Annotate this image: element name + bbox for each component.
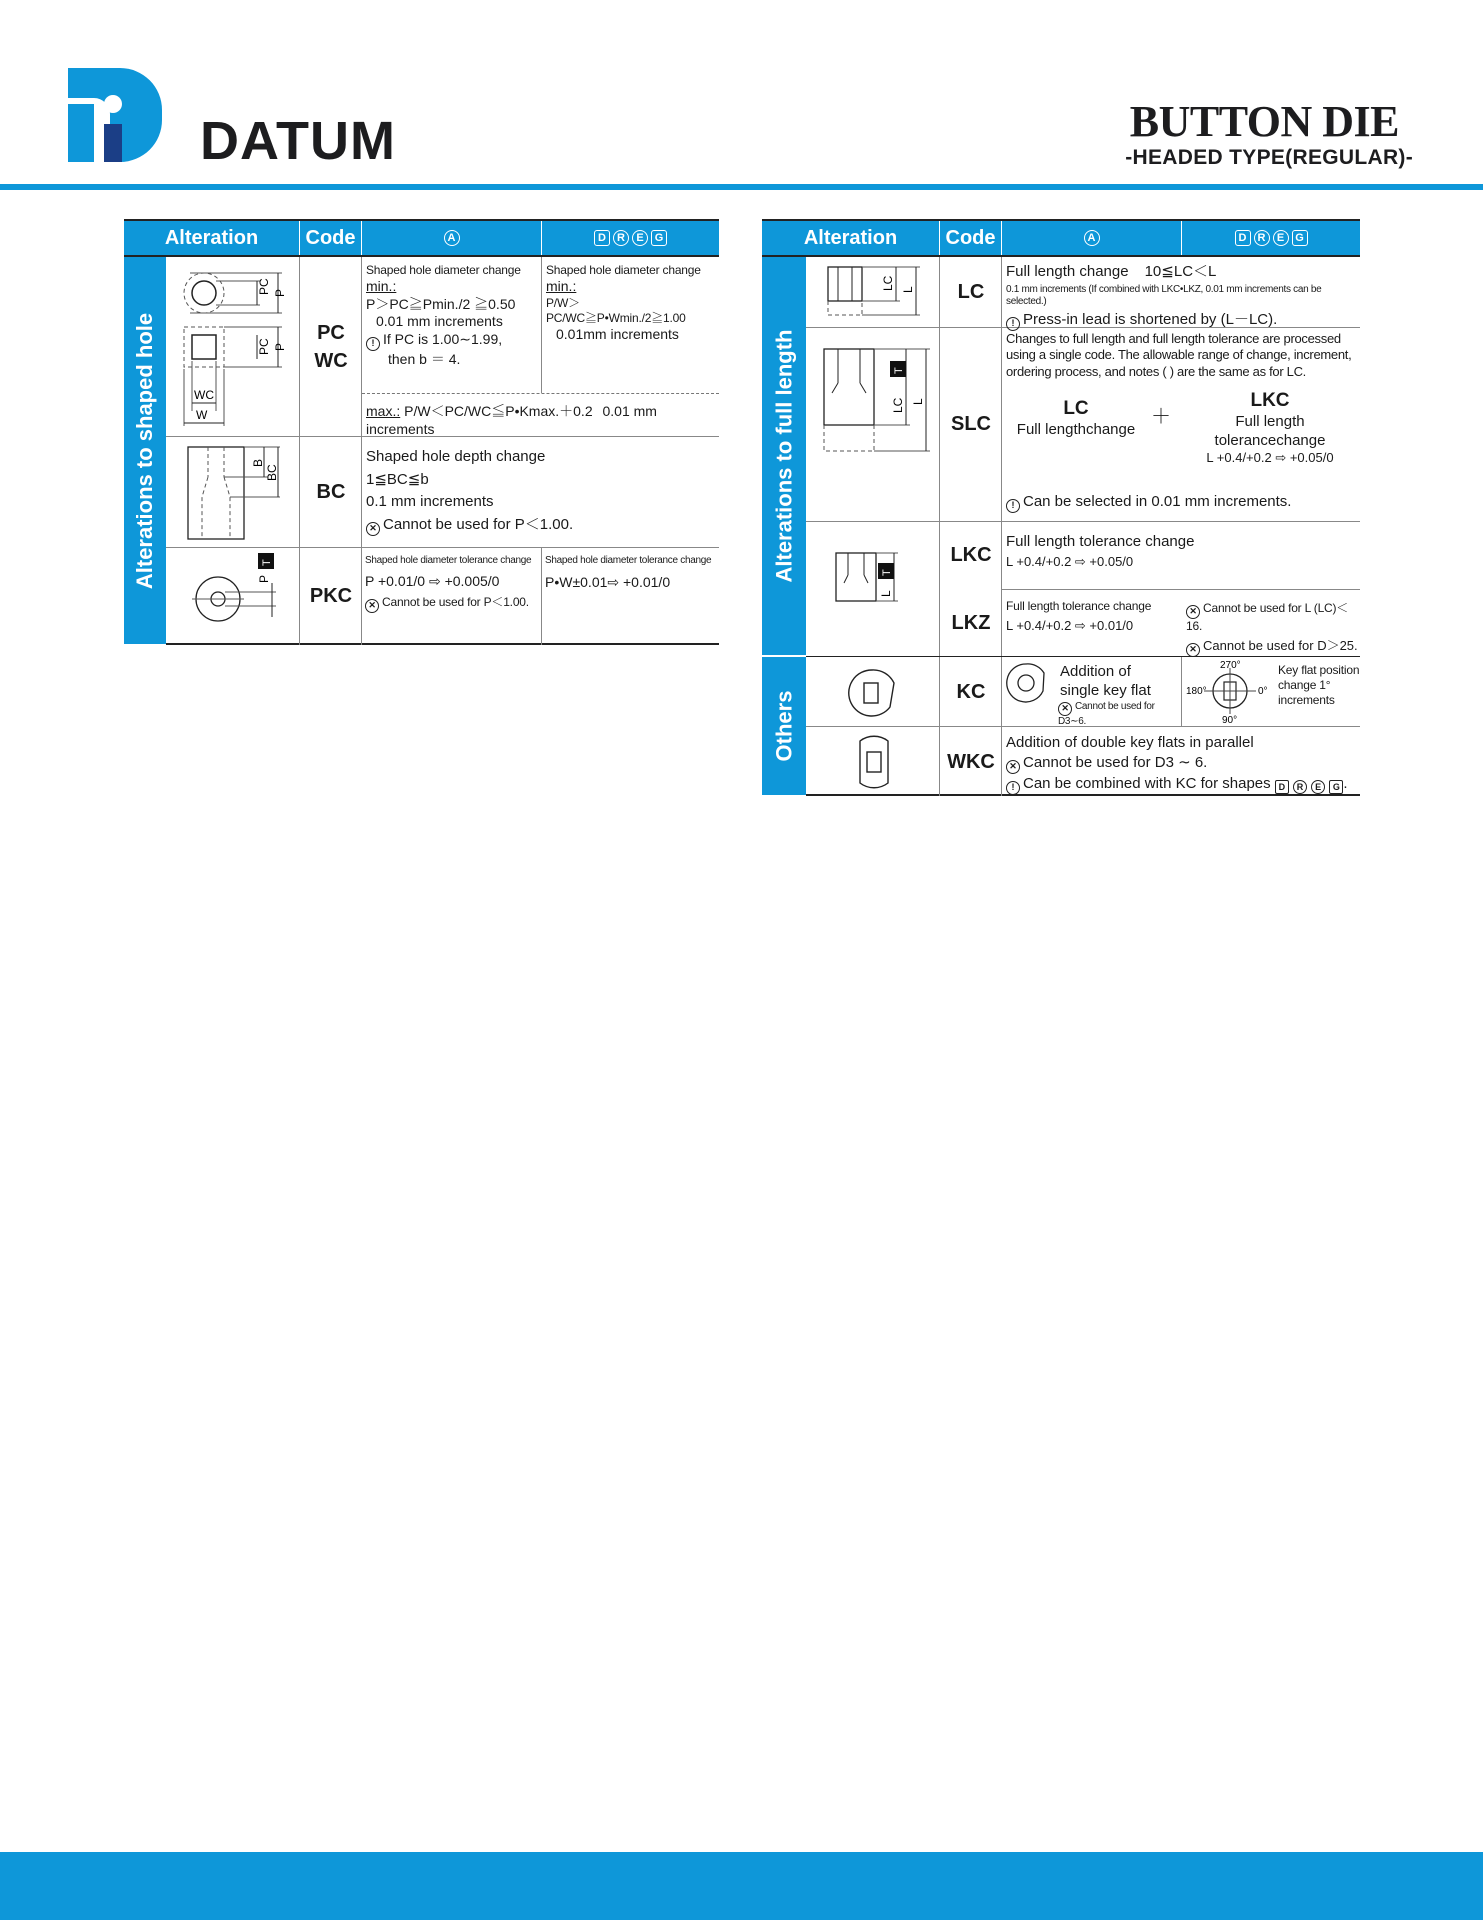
svg-text:PC: PC xyxy=(257,338,271,355)
divider xyxy=(1001,589,1360,590)
slc-note-text: Can be selected in 0.01 mm increments. xyxy=(1023,493,1292,510)
prohibited-icon: ✕ xyxy=(365,599,379,613)
key-angle-diagram xyxy=(1184,658,1276,724)
svg-text:W: W xyxy=(196,408,208,422)
badge-g: G xyxy=(1292,230,1308,246)
full-length-table xyxy=(762,219,1360,796)
pcwc-dreg-spec xyxy=(546,263,718,343)
slc-lc-block xyxy=(1006,397,1146,440)
pcwc-a-title: Shaped hole diameter change xyxy=(366,263,521,277)
lkz-notes xyxy=(1186,601,1360,657)
lkc-title: Full length tolerance change xyxy=(1006,533,1195,550)
lc-spec xyxy=(1006,263,1358,331)
badge-e: E xyxy=(1273,230,1289,246)
svg-text:P: P xyxy=(257,574,271,583)
header-col-a xyxy=(1002,221,1182,255)
prohibited-icon: ✕ xyxy=(1186,605,1200,619)
badge-d: D xyxy=(1235,230,1251,246)
pkc-d-formula: P•W±0.01⇨ +0.01/0 xyxy=(545,573,671,590)
pcwc-max-label: max.: xyxy=(366,403,401,419)
svg-text:180°: 180° xyxy=(1186,686,1207,697)
lc-note: Press-in lead is shortened by (L－LC). xyxy=(1023,310,1278,328)
code-lkz: LKZ xyxy=(951,611,991,634)
prohibited-icon: ✕ xyxy=(1058,702,1072,716)
slc-lkc-block xyxy=(1182,389,1358,467)
badge-r: R xyxy=(1254,230,1270,246)
info-icon: ! xyxy=(366,337,380,351)
badge-a: A xyxy=(1084,230,1100,246)
slc-lkc-title: LKC xyxy=(1250,390,1290,411)
tolerance-figure xyxy=(180,553,296,643)
shaped-hole-figure xyxy=(180,261,296,433)
key-flat-icon xyxy=(1006,661,1048,705)
kc-a-line-2: single key flat xyxy=(1060,681,1151,699)
pcwc-d-increment: 0.01mm increments xyxy=(556,325,679,342)
slc-lc-title: LC xyxy=(1063,398,1089,419)
section-shaped-hole xyxy=(124,257,166,645)
bc-title: Shaped hole depth change xyxy=(366,448,546,465)
pcwc-a-increment: 0.01 mm increments xyxy=(376,313,503,329)
depth-figure xyxy=(180,443,296,543)
pcwc-d-title: Shaped hole diameter change xyxy=(546,263,701,277)
code-lkc: LKC xyxy=(950,544,992,566)
code-pc: PC xyxy=(317,321,345,344)
section-others xyxy=(762,657,806,796)
svg-text:P: P xyxy=(273,288,287,297)
lkz-spec xyxy=(1006,599,1182,634)
header-col-a xyxy=(362,221,542,255)
svg-text:WC: WC xyxy=(194,388,214,402)
kc-position-line-1: Key flat position xyxy=(1278,663,1360,677)
code-wc: WC xyxy=(314,349,348,372)
pkc-a-formula: P +0.01/0 ⇨ +0.005/0 xyxy=(365,572,500,589)
svg-text:PC: PC xyxy=(257,278,271,295)
prohibited-icon: ✕ xyxy=(366,522,380,536)
page-subtitle: -HEADED TYPE(REGULAR)- xyxy=(1125,146,1413,169)
slc-description: Changes to full length and full length tolerance are processed using a single code. The allowable range of change, increment, ordering process, and notes ( ) are the same as for LC. xyxy=(1006,331,1352,379)
page-title: BUTTON DIE xyxy=(1129,97,1399,146)
divider xyxy=(806,521,1360,522)
svg-text:LC: LC xyxy=(891,397,905,413)
wkc-line-2: Cannot be used for D3 ∼ 6. xyxy=(1023,753,1208,771)
header-col-dreg xyxy=(1182,221,1360,255)
kc-a-note: Cannot be used for D3∼6. xyxy=(1058,700,1155,727)
divider xyxy=(541,547,542,645)
shape-d-badge: D xyxy=(1275,780,1289,794)
tolerance-length-figure xyxy=(830,545,930,627)
header-alteration: Alteration xyxy=(124,221,300,255)
info-icon: ! xyxy=(1006,499,1020,513)
code-bc: BC xyxy=(316,480,346,503)
wkc-line-3: Can be combined with KC for shapes xyxy=(1023,774,1271,792)
pcwc-max-spec xyxy=(366,403,718,438)
svg-text:L: L xyxy=(901,286,915,293)
slc-lkc-subtitle-2: tolerancechange xyxy=(1214,431,1326,449)
svg-text:L: L xyxy=(911,398,925,405)
svg-text:90°: 90° xyxy=(1222,715,1238,724)
dashed-divider xyxy=(362,393,719,394)
slc-lc-subtitle: Full lengthchange xyxy=(1016,420,1136,438)
header-divider xyxy=(0,184,1483,190)
slc-tolerance: L +0.4/+0.2 ⇨ +0.05/0 xyxy=(1206,450,1334,466)
pcwc-a-min: min.: xyxy=(366,278,397,294)
divider xyxy=(541,257,542,393)
footer-band xyxy=(0,1852,1483,1920)
table-header xyxy=(124,221,719,257)
lkc-spec xyxy=(1006,533,1358,570)
lc-increment: 0.1 mm increments (If combined with LKC•LKZ, 0.01 mm increments can be selected.) xyxy=(1006,283,1322,308)
prohibited-icon: ✕ xyxy=(1186,643,1200,657)
lc-formula: 10≦LC＜L xyxy=(1144,263,1217,280)
info-icon: ! xyxy=(1006,781,1020,795)
pcwc-a-formula: P＞PC≧Pmin./2 ≧0.50 xyxy=(366,295,516,312)
svg-text:B: B xyxy=(251,458,265,467)
divider xyxy=(1181,657,1182,726)
shaped-hole-table xyxy=(124,219,719,645)
code-lc: LC xyxy=(957,281,985,303)
header-code: Code xyxy=(940,221,1002,255)
kc-a-line-1: Addition of xyxy=(1060,663,1131,680)
slc-lkc-subtitle-1: Full length xyxy=(1235,412,1305,430)
kc-position-spec xyxy=(1278,663,1360,708)
wkc-line-1: Addition of double key flats in parallel xyxy=(1006,734,1254,751)
svg-text:T: T xyxy=(881,569,893,576)
code-wkc: WKC xyxy=(947,750,995,773)
badge-e: E xyxy=(632,230,648,246)
shape-g-badge: G xyxy=(1329,780,1343,794)
lkz-tolerance: L +0.4/+0.2 ⇨ +0.01/0 xyxy=(1006,618,1134,633)
prohibited-icon: ✕ xyxy=(1006,760,1020,774)
badge-g: G xyxy=(651,230,667,246)
slc-note xyxy=(1006,493,1358,513)
shape-r-badge: R xyxy=(1293,780,1307,794)
shape-e-badge: E xyxy=(1311,780,1325,794)
code-kc: KC xyxy=(956,680,986,703)
svg-text:T: T xyxy=(893,367,905,374)
pkc-dreg-spec xyxy=(545,555,717,591)
pcwc-a-note-2: then b ＝ 4. xyxy=(388,350,461,367)
bc-increment: 0.1 mm increments xyxy=(366,493,494,510)
plus-sign: ＋ xyxy=(1151,406,1171,428)
section-label: Alterations to full length xyxy=(771,329,796,583)
header-col-dreg xyxy=(542,221,719,255)
badge-r: R xyxy=(613,230,629,246)
datum-logo-icon xyxy=(68,68,162,162)
svg-text:L: L xyxy=(879,590,893,597)
pkc-a-note: Cannot be used for P＜1.00. xyxy=(382,595,529,609)
pkc-d-title: Shaped hole diameter tolerance change xyxy=(545,555,712,566)
pcwc-max-formula: P/W＜PC/WC≦P•Kmax.＋0.2 xyxy=(404,403,593,419)
combined-length-figure xyxy=(818,341,936,501)
pcwc-max-increment: 0.01 mm increments xyxy=(366,403,657,437)
single-key-flat-icon xyxy=(846,667,902,719)
code-slc: SLC xyxy=(951,413,991,435)
wkc-spec: Addition of double key flats in parallel ✕ Cannot be used for D3 ∼ 6. ! Can be combined with KC for shapes D R E G . xyxy=(1006,733,1360,795)
kc-position-line-3: increments xyxy=(1278,693,1335,707)
lkc-tolerance: L +0.4/+0.2 ⇨ +0.05/0 xyxy=(1006,553,1134,569)
lkz-note-1: Cannot be used for L (LC)＜16. xyxy=(1186,601,1349,633)
section-label: Alterations to shaped hole xyxy=(132,312,158,589)
pkc-a-spec xyxy=(365,555,541,613)
lkz-note-2: Cannot be used for D＞25. xyxy=(1203,638,1358,653)
code-pkc: PKC xyxy=(309,585,353,607)
kc-position-line-2: change 1° xyxy=(1278,678,1331,692)
double-key-flat-icon xyxy=(846,735,902,789)
pcwc-a-spec xyxy=(366,263,541,368)
bc-formula: 1≦BC≦b xyxy=(366,470,429,488)
badge-d: D xyxy=(594,230,610,246)
lc-title: Full length change xyxy=(1006,263,1129,280)
kc-a-spec xyxy=(1052,663,1180,728)
bc-spec xyxy=(366,446,716,536)
header-code: Code xyxy=(300,221,362,255)
code-pc-wc xyxy=(300,257,362,436)
full-length-figure xyxy=(820,261,936,325)
bc-note: Cannot be used for P＜1.00. xyxy=(383,515,574,533)
pcwc-d-formula: P/W＞PC/WC≧P•Wmin./2≧1.00 xyxy=(546,295,686,325)
section-full-length xyxy=(762,257,806,656)
svg-text:BC: BC xyxy=(265,464,279,481)
svg-text:T: T xyxy=(261,559,273,566)
pkc-a-title: Shaped hole diameter tolerance change xyxy=(365,555,532,566)
divider xyxy=(166,547,719,548)
svg-text:270°: 270° xyxy=(1220,660,1241,671)
svg-text:P: P xyxy=(273,342,287,351)
pcwc-d-min: min.: xyxy=(546,278,577,294)
header-alteration: Alteration xyxy=(762,221,940,255)
info-icon: ! xyxy=(1006,317,1020,331)
brand-name: DATUM xyxy=(200,111,396,171)
svg-text:LC: LC xyxy=(881,275,895,291)
table-header xyxy=(762,221,1360,257)
lkz-title: Full length tolerance change xyxy=(1006,599,1152,613)
svg-text:0°: 0° xyxy=(1258,686,1268,697)
section-label: Others xyxy=(771,690,797,762)
pcwc-a-note: If PC is 1.00∼1.99, xyxy=(383,330,503,347)
badge-a: A xyxy=(444,230,460,246)
